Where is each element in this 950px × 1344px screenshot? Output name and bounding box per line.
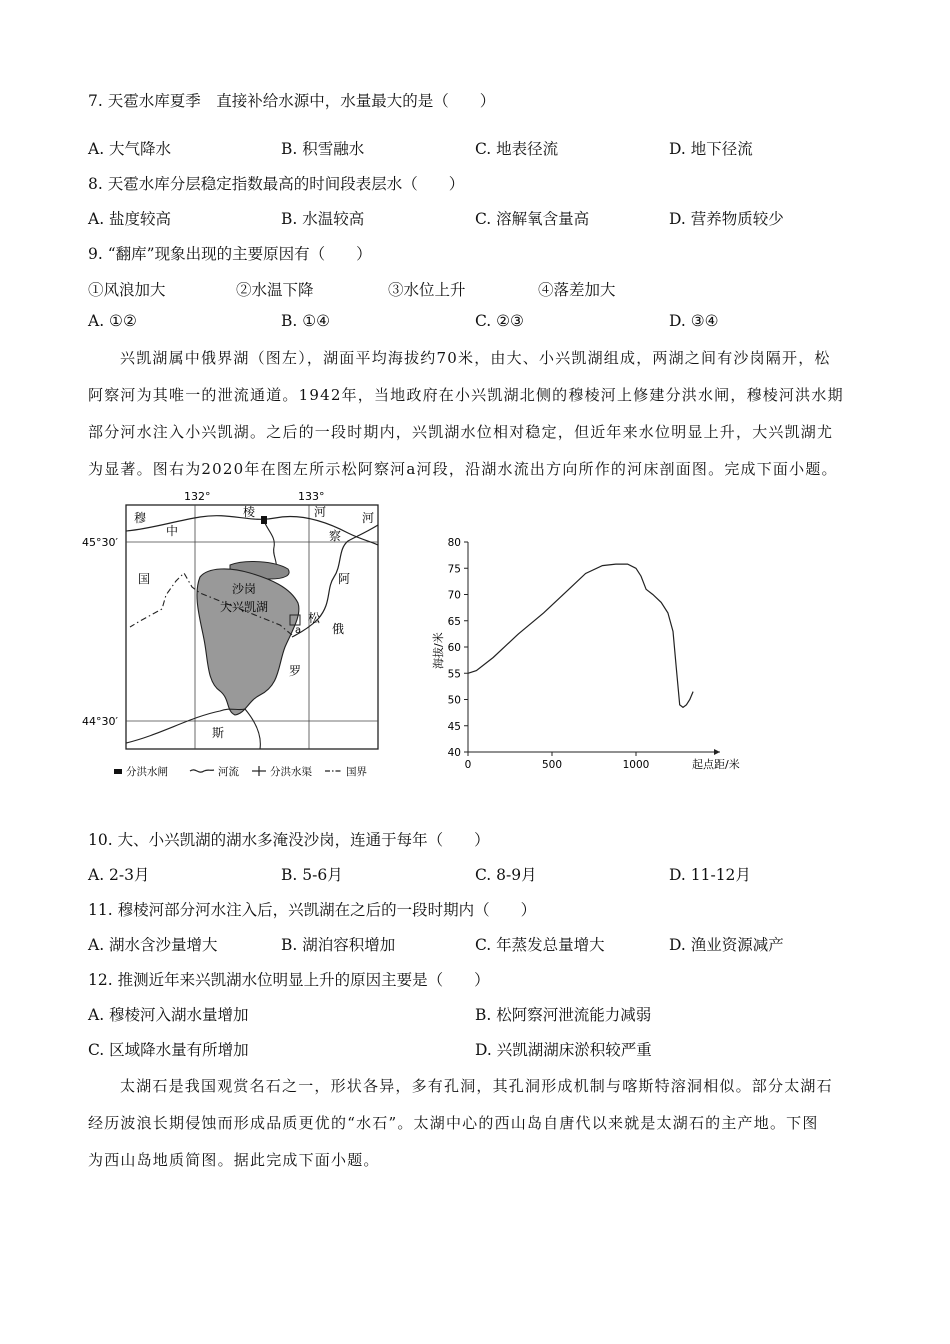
q10-stem: 10. 大、小兴凯湖的湖水多淹没沙岗，连通于每年（ ） [88,831,490,849]
q9-item-2: ②水温下降 [236,281,314,299]
q11-option-b: B. 湖泊容积增加 [281,936,396,954]
legend-canal-label: 分洪水渠 [270,766,312,778]
lon-label-133: 133° [298,490,325,503]
legend-canal-icon [252,766,266,776]
q9-stem: 9. “翻库”现象出现的主要原因有（ ） [88,245,372,263]
q12-option-a: A. 穆棱河入湖水量增加 [88,1006,249,1024]
q11-option-c: C. 年蒸发总量增大 [475,936,605,954]
q9-option-c: C. ②③ [475,312,524,330]
passage2-line-3: 为西山岛地质简图。据此完成下面小题。 [88,1151,380,1169]
q8-option-c: C. 溶解氧含量高 [475,210,590,228]
passage1-line-3: 部分河水注入小兴凯湖。之后的一段时期内，兴凯湖水位相对稳定，但近年来水位明显上升，大兴凯湖尤 [88,423,834,441]
passage1-line-1: 兴凯湖属中俄界湖（图左），湖面平均海拔约70米，由大、小兴凯湖组成，两湖之间有沙岗隔开，松 [120,349,831,367]
q8-option-d: D. 营养物质较少 [669,210,784,228]
q12-option-d: D. 兴凯湖湖床淤积较严重 [475,1041,652,1059]
q12-stem: 12. 推测近年来兴凯湖水位明显上升的原因主要是（ ） [88,971,490,989]
chart-y-tick-label: 50 [447,694,461,707]
q9-item-4: ④落差加大 [538,281,616,299]
q12-option-c: C. 区域降水量有所增加 [88,1041,249,1059]
q8-option-b: B. 水温较高 [281,210,365,228]
chart-y-tick-label: 70 [447,589,461,602]
chart-x-axis-label: 起点距/米 [692,758,740,771]
legend-gate-icon [114,769,122,774]
q7-stem: 7. 天雹水库夏季 直接补给水源中，水量最大的是（ ） [88,92,496,110]
q9-item-3: ③水位上升 [388,281,466,299]
q10-option-a: A. 2-3月 [88,866,150,884]
passage1-line-4: 为显著。图右为2020年在图左所示松阿察河a河段，沿湖水流出方向所作的河床剖面图。完成下面小题。 [88,460,838,478]
xingkai-lake-map [80,485,400,785]
place-char-leng: 棱 [243,505,256,519]
chart-y-tick-label: 45 [447,720,461,733]
chart-y-axis-label: 海拔/米 [432,632,445,669]
place-char-song: 松 [308,611,321,625]
q7-option-a: A. 大气降水 [88,140,172,158]
lake-label: 大兴凯湖 [220,600,269,614]
q10-option-b: B. 5-6月 [281,866,343,884]
lat-label-45-30: 45°30′ [82,536,118,549]
q10-option-d: D. 11-12月 [669,866,751,884]
passage2-line-1: 太湖石是我国观赏名石之一，形状各异，多有孔洞，其孔洞形成机制与喀斯特溶洞相似。部分太湖石 [120,1077,833,1095]
q10-option-c: C. 8-9月 [475,866,537,884]
q9-option-d: D. ③④ [669,312,719,330]
q9-item-1: ①风浪加大 [88,281,166,299]
chart-x-tick-label: 500 [541,759,563,771]
riverbed-profile-line [468,564,693,707]
chart-x-axis-arrow [714,749,720,755]
lat-label-44-30: 44°30′ [82,715,118,728]
q11-option-d: D. 渔业资源减产 [669,936,784,954]
place-char-a: 阿 [338,572,351,586]
legend-river-label: 河流 [218,766,239,778]
place-char-guo: 国 [138,572,151,586]
riverbed-profile-chart [420,530,760,780]
chart-y-tick-label: 80 [447,537,461,549]
place-char-he2: 河 [362,511,375,525]
chart-y-tick-label: 55 [447,668,461,681]
legend-river-icon [190,770,214,772]
place-char-e: 俄 [332,622,345,636]
chart-y-tick-label: 75 [447,563,461,576]
q7-option-b: B. 积雪融水 [281,140,365,158]
passage1-line-2: 阿察河为其唯一的泄流通道。1942年，当地政府在小兴凯湖北侧的穆棱河上修建分洪水闸，穆棱河洪水期 [88,386,844,404]
place-char-mu: 穆 [134,511,147,525]
q7-option-c: C. 地表径流 [475,140,559,158]
chart-x-tick-label: 0 [464,759,472,771]
q11-option-a: A. 湖水含沙量增大 [88,936,218,954]
q7-option-d: D. 地下径流 [669,140,753,158]
place-char-zhong: 中 [166,524,179,538]
place-char-si: 斯 [212,726,225,740]
place-char-cha: 察 [329,529,342,543]
q8-option-a: A. 盐度较高 [88,210,172,228]
point-a-label: a [295,625,302,636]
lon-label-132: 132° [184,490,211,503]
sandbar-label: 沙岗 [232,582,257,596]
chart-y-tick-label: 40 [447,747,461,759]
passage2-line-2: 经历波浪长期侵蚀而形成品质更优的“水石”。太湖中心的西山岛自唐代以来就是太湖石的主产地。下图 [88,1114,819,1132]
q8-stem: 8. 天雹水库分层稳定指数最高的时间段表层水（ ） [88,175,465,193]
place-char-he1: 河 [314,505,327,519]
q11-stem: 11. 穆棱河部分河水注入后，兴凯湖在之后的一段时期内（ ） [88,901,537,919]
legend-gate-label: 分洪水闸 [126,766,168,778]
chart-x-tick-label: 1000 [622,759,650,771]
chart-y-tick-label: 65 [447,615,461,628]
legend-border-label: 国界 [346,766,367,778]
q9-option-b: B. ①④ [281,312,331,330]
flood-gate-icon [261,516,267,524]
place-char-luo: 罗 [289,664,302,678]
chart-y-tick-label: 60 [447,642,461,654]
q12-option-b: B. 松阿察河泄流能力减弱 [475,1006,652,1024]
q9-option-a: A. ①② [88,312,137,330]
